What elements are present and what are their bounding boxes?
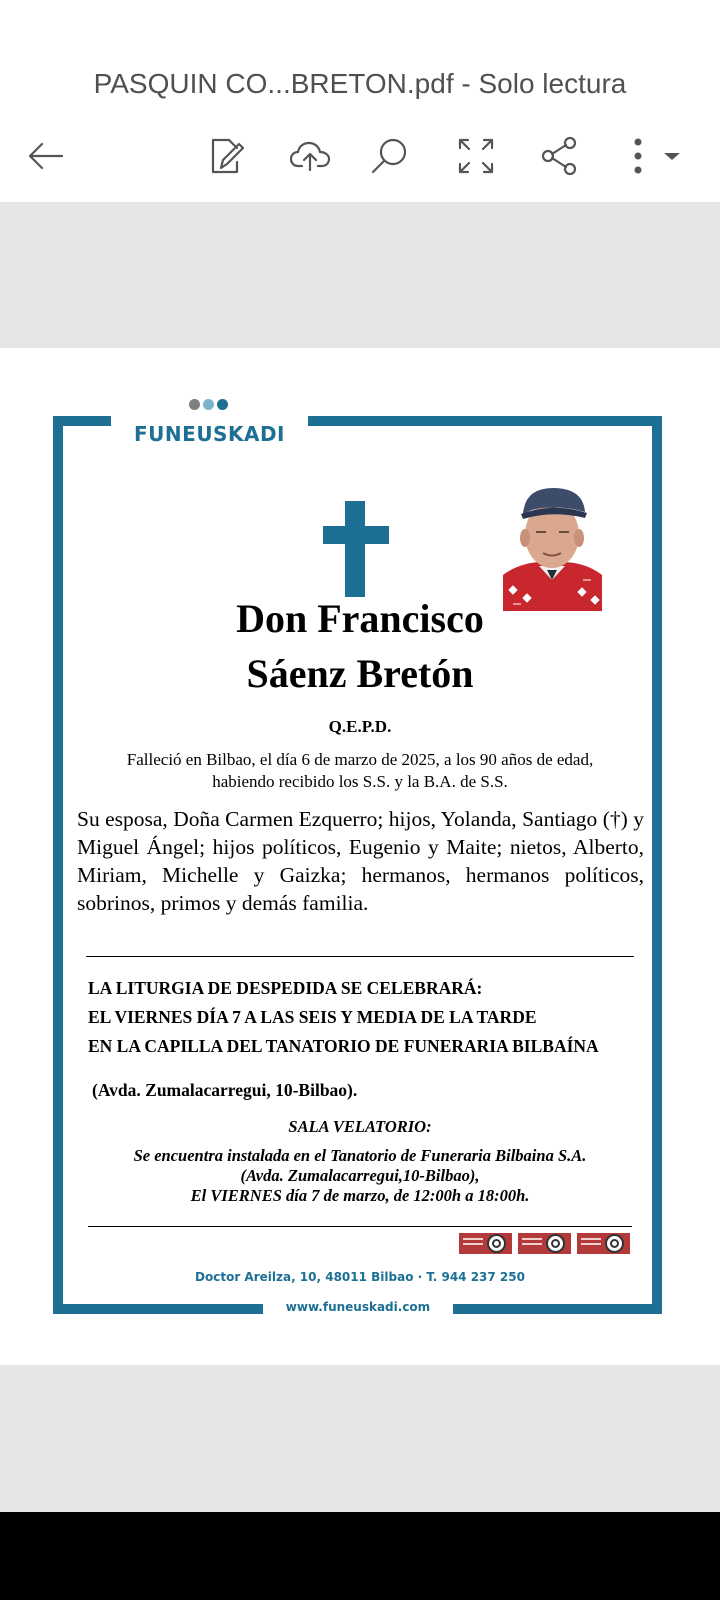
footer-website: www.funeuskadi.com [285, 1300, 431, 1314]
funeuskadi-logo: FUNEUSKADI [134, 422, 285, 446]
viewer-background [0, 1365, 720, 1512]
liturgy-line1: LA LITURGIA DE DESPEDIDA SE CELEBRARÁ: [88, 978, 483, 998]
certification-badge [577, 1233, 630, 1254]
logo-dots-icon [189, 399, 228, 410]
deceased-photo [503, 480, 602, 611]
liturgy-line3: EN LA CAPILLA DEL TANATORIO DE FUNERARIA BILBAÍNA [88, 1036, 599, 1056]
wake-room-line1: Se encuentra instalada en el Tanatorio de Funeraria Bilbaina S.A. [133, 1146, 587, 1165]
more-options-icon[interactable] [622, 132, 694, 180]
death-notice-line1: Falleció en Bilbao, el día 6 de marzo de 2025, a los 90 años de edad, [126, 750, 594, 769]
qepd-label: Q.E.P.D. [328, 717, 392, 736]
wake-room-line2: (Avda. Zumalacarregui,10-Bilbao), [240, 1166, 480, 1185]
family-paragraph: Su esposa, Doña Carmen Ezquerro; hijos, Yolanda, Santiago (†) y Miguel Ángel; hijos políticos, Eugenio y Maite; nietos, Alberto, Miriam, Michelle y Gaizka; hermanos, hermanos políticos, sobrinos, primos y demás familia. [77, 807, 644, 915]
certification-badge [518, 1233, 571, 1254]
wake-room-line3: El VIERNES día 7 de marzo, de 12:00h a 18:00h. [190, 1186, 530, 1205]
search-icon[interactable] [366, 132, 414, 180]
cloud-upload-icon[interactable] [286, 132, 334, 180]
fullscreen-icon[interactable] [452, 132, 500, 180]
document-title: PASQUIN CO...BRETON.pdf - Solo lectura [93, 68, 627, 99]
system-navigation-bar [0, 1512, 720, 1600]
liturgy-line2: EL VIERNES DÍA 7 A LAS SEIS Y MEDIA DE LA TARDE [88, 1007, 537, 1027]
wake-room-title: SALA VELATORIO: [288, 1117, 432, 1136]
back-arrow-icon[interactable] [22, 132, 70, 180]
liturgy-line4: (Avda. Zumalacarregui, 10-Bilbao). [92, 1080, 358, 1100]
divider [86, 956, 634, 957]
death-notice [85, 749, 635, 793]
footer-address: Doctor Areilza, 10, 48011 Bilbao · T. 944 237 250 [195, 1270, 525, 1284]
edit-document-icon[interactable] [203, 132, 251, 180]
certification-badge [459, 1233, 512, 1254]
divider [88, 1226, 632, 1227]
deceased-name-line1: Don Francisco [236, 596, 484, 641]
viewer-background [0, 202, 720, 348]
deceased-name-line2: Sáenz Bretón [246, 651, 474, 696]
share-icon[interactable] [536, 132, 584, 180]
app-bar [0, 0, 720, 202]
death-notice-line2: habiendo recibido los S.S. y la B.A. de S.S. [212, 772, 508, 791]
